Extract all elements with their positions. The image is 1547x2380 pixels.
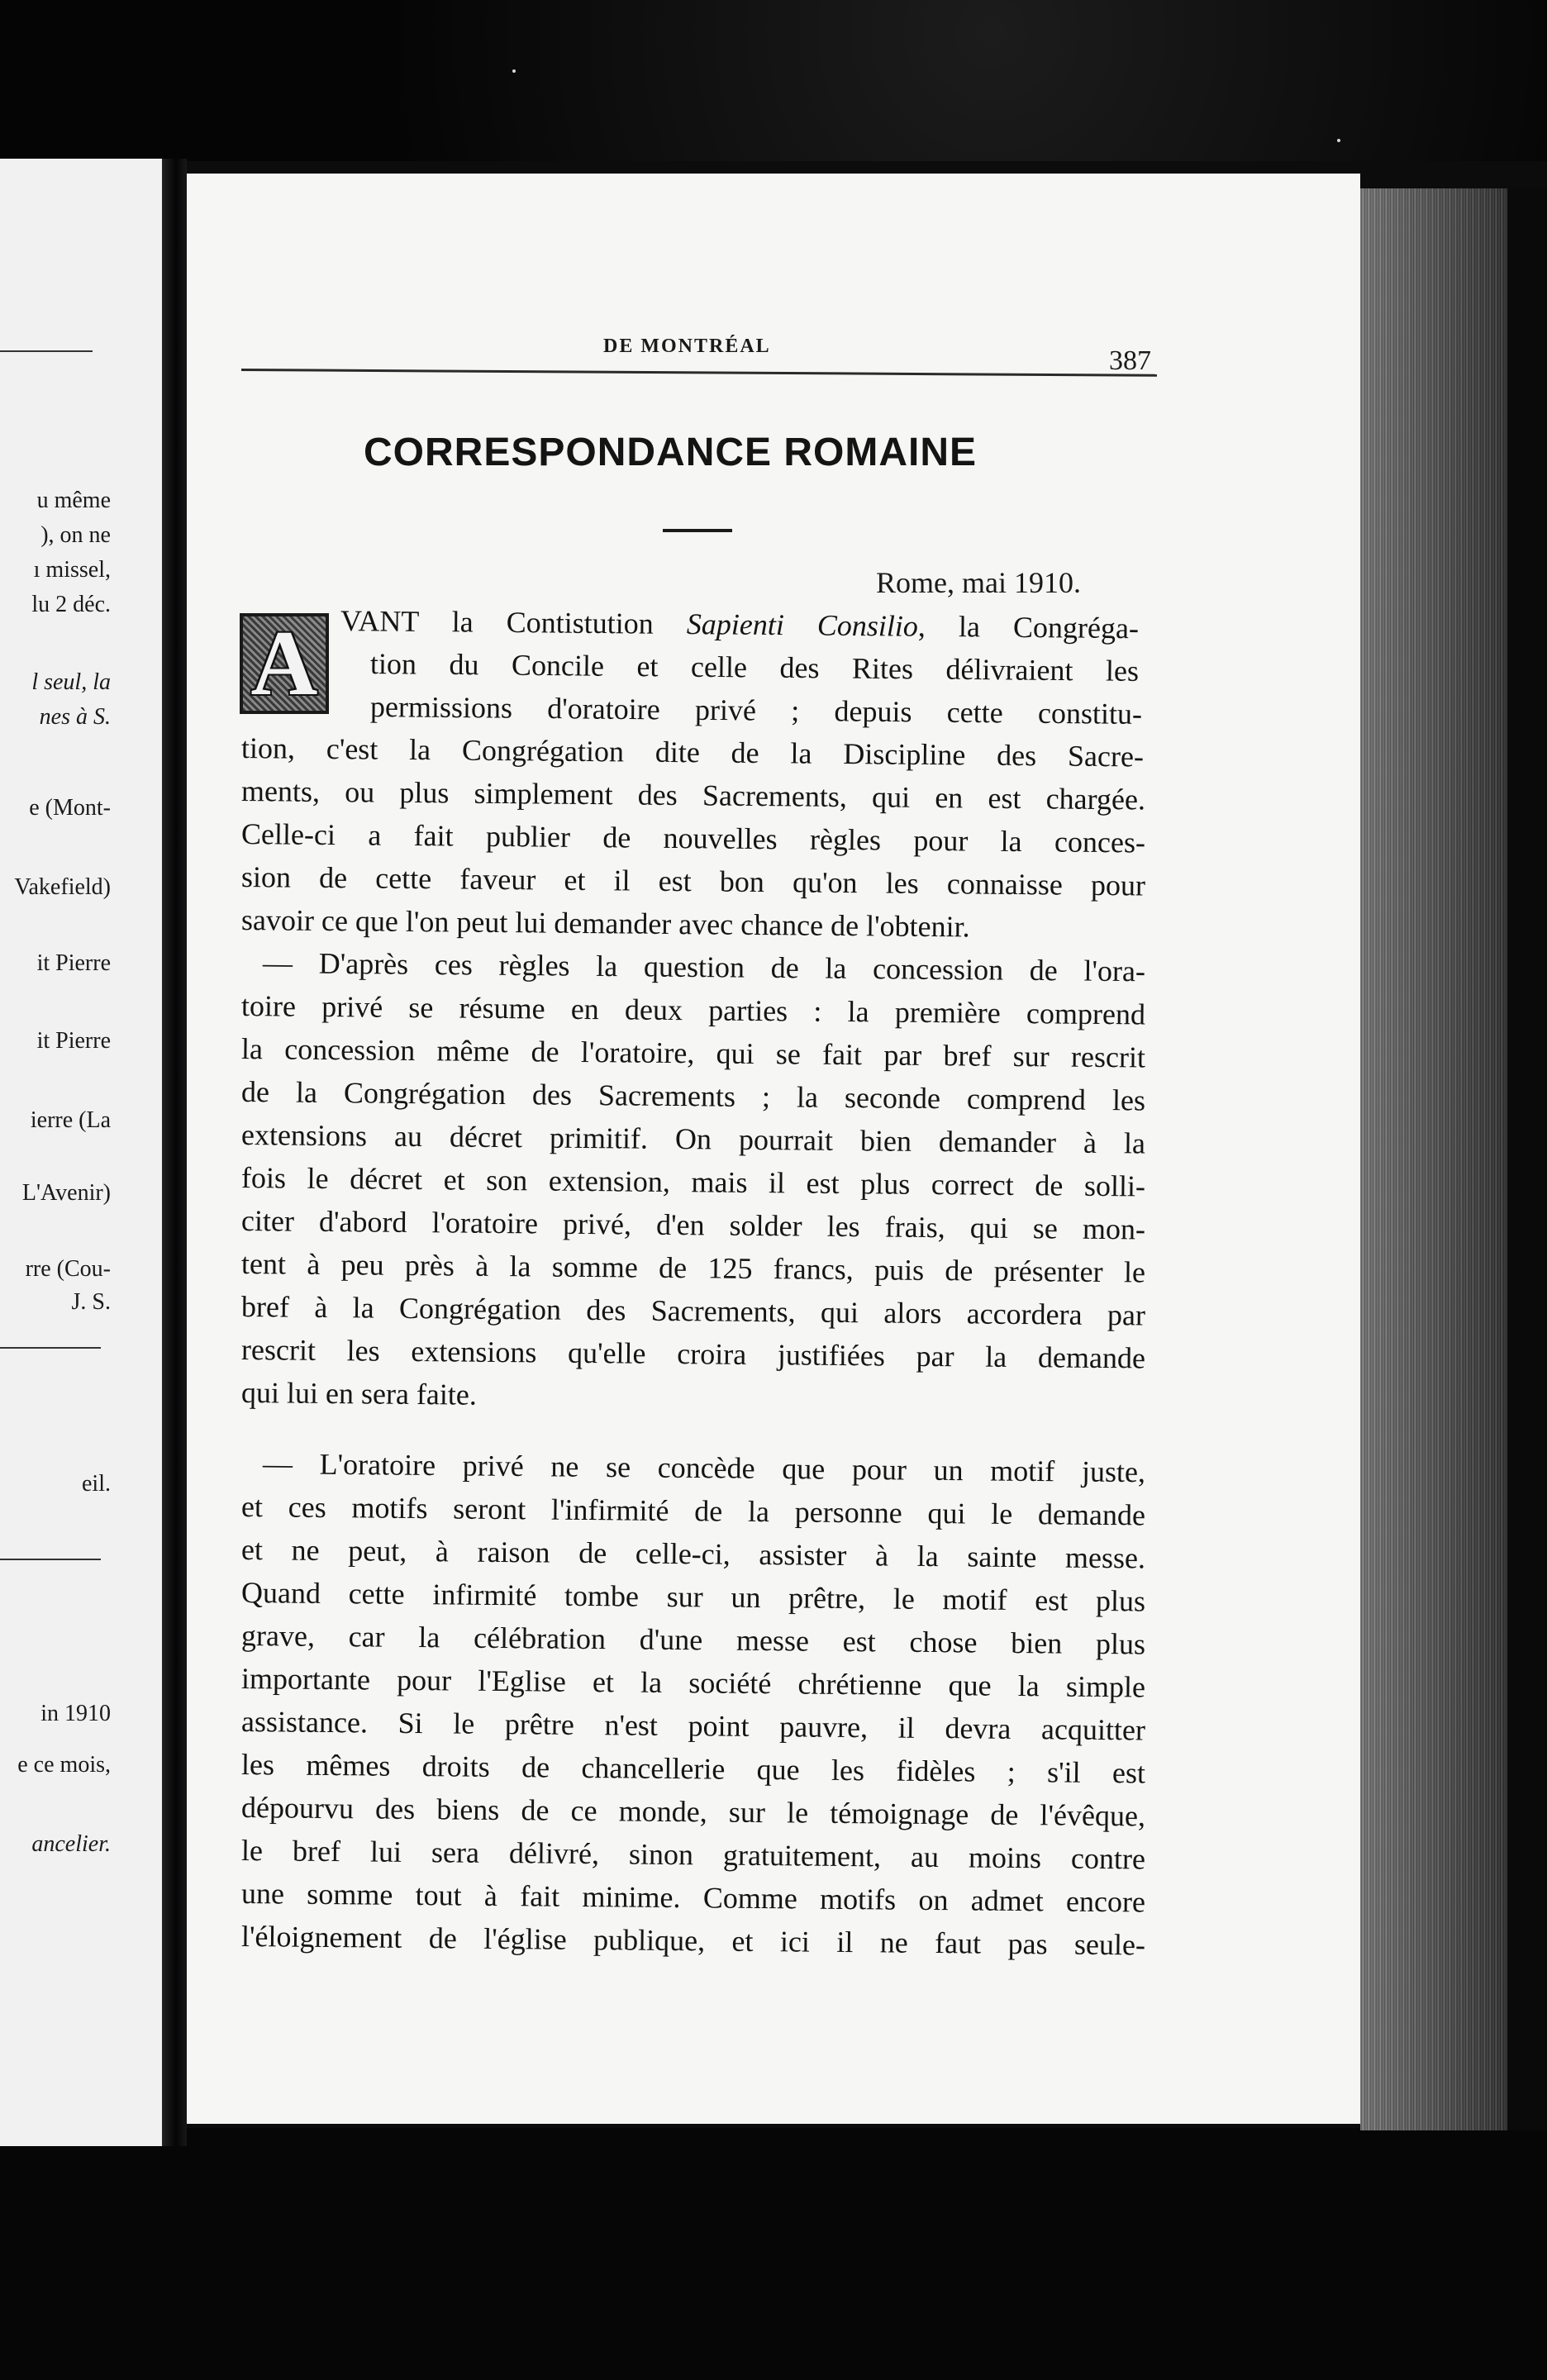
article-line: l'éloignement de l'église publique, et ici il ne faut pas seule- (240, 1920, 1146, 1962)
left-page-line: ierre (La (30, 1107, 111, 1133)
left-page-line: it Pierre (36, 1028, 111, 1054)
article-line: et ne peut, à raison de celle-ci, assister à la sainte messe. (240, 1533, 1146, 1575)
left-page-line: ), on ne (40, 522, 111, 548)
article-line: dépourvu des biens de ce monde, sur le témoignage de l'évêque, (240, 1791, 1146, 1833)
article-line: rescrit les extensions qu'elle croira justifiées par la demande (240, 1333, 1146, 1375)
article-line: — D'après ces règles la question de la concession de l'ora- (262, 946, 1146, 988)
left-page-line: u même (36, 488, 111, 513)
article-line: tion du Concile et celle des Rites délivraient les (369, 647, 1140, 688)
left-page-line: nes à S. (39, 704, 111, 730)
article-line: — L'oratoire privé ne se concède que pour un motif juste, (262, 1447, 1146, 1489)
book-cover-edge (1507, 188, 1547, 2130)
left-page-line: rre (Cou- (25, 1256, 111, 1282)
article-line: tion, c'est la Congrégation dite de la Discipline des Sacre- (240, 731, 1145, 774)
left-page-line: eil. (82, 1471, 111, 1497)
article-dateline: Rome, mai 1910. (876, 566, 1081, 599)
running-header: DE MONTRÉAL (603, 336, 771, 357)
drop-cap-letter: A (250, 612, 318, 715)
article-line: sion de cette faveur et il est bon qu'on les connaisse pour (240, 860, 1146, 902)
article-line: toire privé se résume en deux parties : la première comprend (240, 989, 1146, 1031)
article-line: importante pour l'Eglise et la société chrétienne que la simple (240, 1662, 1146, 1704)
article-line: les mêmes droits de chancellerie que les fidèles ; s'il est (240, 1748, 1146, 1790)
article-line: savoir ce que l'on peut lui demander avec chance de l'obtenir. (240, 903, 970, 944)
article-line: extensions au décret primitif. On pourrait bien demander à la (240, 1118, 1146, 1160)
article-line: qui lui en sera faite. (240, 1376, 478, 1411)
drop-cap-initial (240, 613, 329, 714)
left-page-line: ancelier. (31, 1831, 111, 1857)
left-page-line: L'Avenir) (21, 1180, 111, 1206)
book-page-edges (1360, 188, 1507, 2130)
article-line: permissions d'oratoire privé ; depuis cette constitu- (369, 690, 1143, 731)
left-page-rule (0, 1559, 101, 1560)
left-page-line: in 1910 (40, 1701, 111, 1726)
article-line: assistance. Si le prêtre n'est point pauvre, il devra acquitter (240, 1705, 1146, 1747)
left-page-line: Vakefield) (14, 874, 111, 900)
scan-background-top (0, 0, 1547, 161)
article-line: Celle-ci a fait publier de nouvelles règles pour la conces- (240, 817, 1146, 859)
article-title: CORRESPONDANCE ROMAINE (364, 431, 978, 474)
left-page-line: it Pierre (36, 950, 111, 976)
left-page-rule (0, 350, 93, 352)
page-number: 387 (1109, 345, 1151, 376)
article-line: VANT la Contistution Sapienti Consilio, la Congréga- (340, 604, 1140, 645)
article-line: fois le décret et son extension, mais il est plus correct de solli- (240, 1161, 1146, 1203)
article-line: le bref lui sera délivré, sinon gratuitement, au moins contre (240, 1834, 1146, 1876)
left-facing-page (0, 159, 162, 2146)
left-page-line: J. S. (71, 1289, 111, 1315)
article-line: citer d'abord l'oratoire privé, d'en solder les frais, qui se mon- (240, 1204, 1146, 1246)
left-page-line: e ce mois, (17, 1752, 111, 1778)
article-line: bref à la Congrégation des Sacrements, qui alors accordera par (240, 1290, 1146, 1332)
dust-speck (512, 69, 516, 73)
left-page-line: l seul, la (31, 669, 111, 695)
article-line: ments, ou plus simplement des Sacrements, qui en est chargée. (240, 774, 1146, 816)
left-page-line: ı missel, (33, 557, 111, 583)
dust-speck (1337, 139, 1340, 142)
book-gutter (162, 159, 187, 2146)
scan-background-bottom (0, 2128, 1547, 2380)
article-line: une somme tout à fait minime. Comme motifs on admet encore (240, 1877, 1146, 1919)
article-line: et ces motifs seront l'infirmité de la personne qui le demande (240, 1490, 1146, 1532)
article-line: Quand cette infirmité tombe sur un prêtre, le motif est plus (240, 1576, 1146, 1618)
left-page-line: e (Mont- (29, 795, 111, 821)
article-line: grave, car la célébration d'une messe est chose bien plus (240, 1619, 1146, 1661)
article-line: tent à peu près à la somme de 125 francs, puis de présenter le (240, 1247, 1146, 1289)
left-page-rule (0, 1347, 101, 1349)
title-separator (663, 529, 732, 532)
left-page-line: lu 2 déc. (31, 592, 111, 617)
article-line: de la Congrégation des Sacrements ; la seconde comprend les (240, 1075, 1146, 1117)
article-line: la concession même de l'oratoire, qui se fait par bref sur rescrit (240, 1032, 1146, 1074)
